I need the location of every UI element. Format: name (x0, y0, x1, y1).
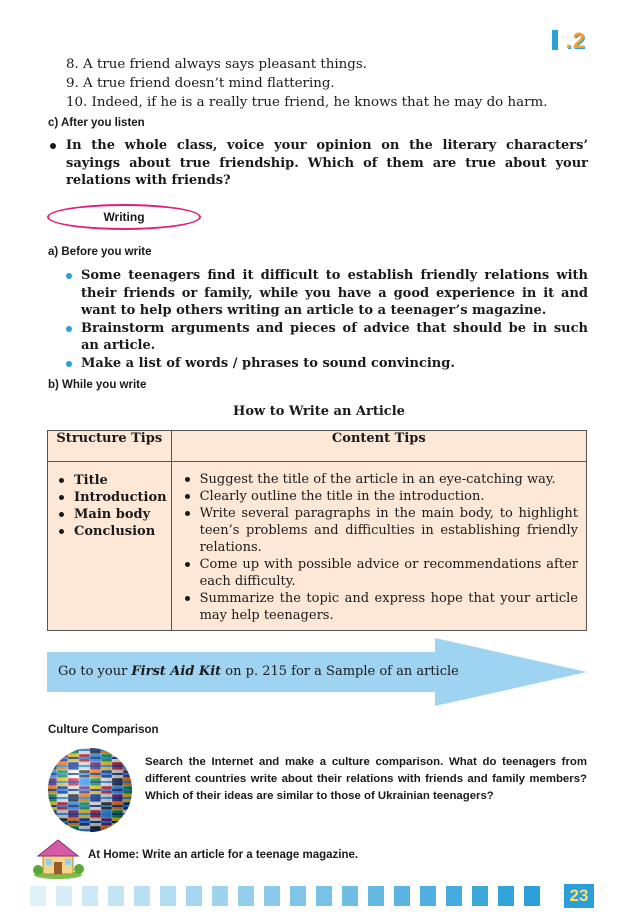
content-item: Suggest the title of the article in an eye-catching way. (182, 471, 578, 488)
footer-square (56, 886, 72, 906)
first-aid-before: Go to your (58, 664, 132, 679)
house-icon (30, 836, 86, 880)
footer-square (472, 886, 488, 906)
footer-square (420, 886, 436, 906)
structure-list (56, 472, 167, 540)
footer-square (212, 886, 228, 906)
content-tips-cell (171, 462, 586, 631)
content-item: Come up with possible advice or recommendations after each difficulty. (182, 556, 578, 590)
content-item: Summarize the topic and express hope that your article may help teenagers. (182, 590, 578, 624)
structure-item: Title (56, 472, 167, 489)
table-title: How to Write an Article (233, 404, 405, 419)
footer-square (160, 886, 176, 906)
after-listen-task (48, 137, 588, 190)
first-aid-kit-reference (58, 664, 459, 679)
footer-square (342, 886, 358, 906)
footer-square (108, 886, 124, 906)
writing-section-badge: Writing (47, 204, 201, 230)
while-write-label: b) While you write (48, 379, 147, 391)
footer-square (498, 886, 514, 906)
tips-table-header (48, 431, 587, 462)
footer-square (290, 886, 306, 906)
content-item: Clearly outline the title in the introduction. (182, 488, 578, 505)
lesson-dot: . (565, 28, 573, 53)
footer-square (30, 886, 46, 906)
structure-tips-header: Structure Tips (48, 431, 172, 462)
first-aid-after: on p. 215 for a Sample of an article (221, 664, 459, 679)
culture-comparison-title: Culture Comparison (48, 724, 159, 736)
structure-tips-cell (48, 462, 172, 631)
structure-item: Introduction (56, 489, 167, 506)
tips-table-row (48, 462, 587, 631)
footer-decor-strip (30, 886, 560, 908)
page-number: 23 (564, 884, 594, 908)
footer-square (186, 886, 202, 906)
culture-comparison-task: Search the Internet and make a culture comparison. What do teenagers from different countries write about their relations with friends and family members? Which of their ideas are similar to those of Ukrainian teenagers? (145, 756, 587, 802)
flags-globe-icon (46, 746, 134, 834)
statement-9: 9. A true friend doesn’t mind flattering. (66, 76, 335, 91)
before-write-list (64, 267, 588, 372)
footer-square (394, 886, 410, 906)
statement-10: 10. Indeed, if he is a really true friend, he knows that he may do harm. (66, 95, 548, 110)
footer-square (238, 886, 254, 906)
footer-square (368, 886, 384, 906)
tips-table (47, 430, 587, 631)
footer-square (524, 886, 540, 906)
unit-lesson-badge (552, 28, 586, 54)
bullet-icon (50, 143, 56, 149)
before-item-2: Brainstorm arguments and pieces of advice that should be in such an article. (64, 320, 588, 355)
structure-item: Conclusion (56, 523, 167, 540)
after-listen-label: c) After you listen (48, 117, 145, 129)
before-write-label: a) Before you write (48, 246, 152, 258)
content-tips-header: Content Tips (171, 431, 586, 462)
home-task: At Home: Write an article for a teenage magazine. (88, 849, 359, 861)
footer-square (316, 886, 332, 906)
before-item-1: Some teenagers find it difficult to establish friendly relations with their friends or family, while you have a good experience in it and want to help others writing an article to a teenager’s magazine. (64, 267, 588, 320)
footer-square (264, 886, 280, 906)
unit-bar-icon (552, 30, 558, 50)
first-aid-kit-title: First Aid Kit (131, 664, 222, 679)
structure-item: Main body (56, 506, 167, 523)
footer-square (134, 886, 150, 906)
statement-8: 8. A true friend always says pleasant things. (66, 57, 368, 72)
after-listen-task-text: In the whole class, voice your opinion on the literary characters’ sayings about true friendship. Which of them are true about your relations with friends? (66, 138, 588, 188)
footer-square (82, 886, 98, 906)
before-item-3: Make a list of words / phrases to sound convincing. (64, 355, 588, 373)
content-item: Write several paragraphs in the main body, to highlight teen’s problems and difficulties in establishing friendly relations. (182, 505, 578, 556)
content-list (182, 471, 578, 624)
lesson-number: 2 (572, 28, 586, 53)
footer-square (446, 886, 462, 906)
